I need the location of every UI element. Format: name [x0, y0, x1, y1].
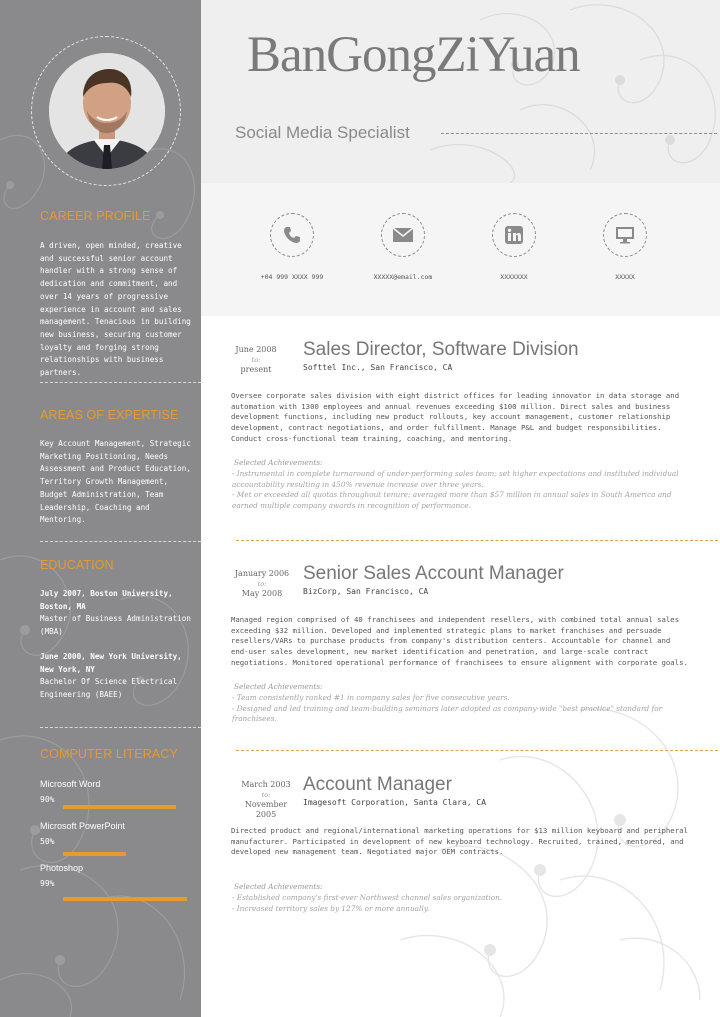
- education-degree: Master of Business Administration (MBA): [40, 614, 191, 637]
- achievement-item: - Met or exceeded all quotas throughout tenure; averaged more than $57 million in annual sales in South America and earned multiple company awards in recognition of performance.: [232, 490, 672, 511]
- contact-text: XXXXX@email.com: [373, 273, 433, 281]
- expertise-text: Key Account Management, Strategic Marketing Positioning, Needs Assessment and Product Education, Territory Growth Management, Budget Administration, Team Leadership, Coaching and Mentoring.: [40, 439, 191, 525]
- contact-text: +04 999 XXXX 999: [260, 273, 324, 281]
- achievements-list: [232, 469, 694, 512]
- job-title: Social Media Specialist: [235, 123, 410, 142]
- experience-company: Imagesoft Corporation, Santa Clara, CA: [303, 798, 487, 807]
- experience-title: Sales Director, Software Division: [303, 339, 579, 360]
- expertise-heading: AREAS OF EXPERTISE: [40, 408, 179, 422]
- date-to-label: to:: [251, 356, 261, 364]
- career-profile-heading: CAREER PROFILE: [40, 209, 151, 223]
- computer-icon: [603, 213, 647, 257]
- floral-swirl-decoration: [380, 700, 720, 1017]
- divider: [40, 727, 201, 728]
- achievements-label: Selected Achievements:: [234, 882, 323, 891]
- education-heading: EDUCATION: [40, 558, 114, 572]
- experience-company: BizCorp, San Francisco, CA: [303, 587, 429, 596]
- contact-text: XXXXXXX: [500, 273, 528, 281]
- skill-name: Microsoft Word: [40, 779, 101, 789]
- contact-linkedin[interactable]: [464, 213, 564, 281]
- experience-description: Directed product and regional/international marketing operations for $13 million keyboard and peripheral manufacturer. Participated in development of new keyboard technology. Recruited, trained, mentored, and developed new management team. Negotiated major OEM contracts.: [231, 826, 688, 857]
- education-title: July 2007, Boston University, Boston, MA: [40, 589, 173, 611]
- achievements-label: Selected Achievements:: [234, 458, 323, 467]
- achievement-item: - Designed and led training and team-building seminars later adopted as company-wide "best practice" standard for franchisees.: [232, 703, 663, 724]
- experience-dates: [236, 780, 296, 820]
- experience-title: Senior Sales Account Manager: [303, 563, 564, 584]
- experience-dates: [226, 345, 286, 375]
- phone-icon: [270, 213, 314, 257]
- achievements-label: Selected Achievements:: [234, 682, 323, 691]
- education-item: [40, 588, 192, 639]
- education-title: June 2000, New York University, New York, NY: [40, 652, 182, 674]
- career-profile-text: A driven, open minded, creative and successful senior account handler with a strong sense of dedication and commitment, and over 14 years of progressive experience in account and sales management. Tenacious in building new business, securing customer loyalty and forging strong relationships with business partners.: [40, 241, 191, 378]
- contact-email[interactable]: [353, 213, 453, 281]
- linkedin-icon: [492, 213, 536, 257]
- achievement-item: - Instrumental in complete turnaround of under-performing sales team; set higher expectations and instituted individual accountability resulting in 450% revenue increase over three years.: [232, 469, 679, 489]
- achievements-list: [232, 893, 694, 914]
- profile-photo: [49, 53, 165, 169]
- experience-description: Managed region comprised of 40 franchisees and independent resellers, with combined total annual sales exceeding $32 million. Developed and implemented strategic plans to market franchises and persuade resellers/VARs to purchase products from company's distribution centers. Accountable for channel and end-user sales development, new market identification and penetration, and large-scale contract negotiations. Monitored operational performance of franchisees to ensure alignment with corporate goals.: [231, 615, 688, 667]
- date-from: June 2008: [235, 345, 277, 354]
- contact-website[interactable]: [575, 213, 675, 281]
- contact-bar: [201, 183, 720, 316]
- skill-name: Photoshop: [40, 863, 84, 873]
- skill-percent: 50%: [40, 837, 55, 846]
- computer-literacy-heading: COMPUTER LITERACY: [40, 747, 178, 761]
- date-to: present: [240, 365, 272, 374]
- skill-percent: 99%: [40, 879, 55, 888]
- skill-name: Microsoft PowerPoint: [40, 821, 126, 831]
- divider: [40, 382, 201, 383]
- date-to-label: to:: [257, 580, 267, 588]
- divider: [40, 541, 201, 542]
- achievement-item: - Team consistently ranked #1 in company sales for five consecutive years.: [232, 693, 510, 702]
- date-to-label: to:: [261, 791, 271, 799]
- education-degree: Bachelor Of Science Electrical Engineering (BAEE): [40, 677, 178, 700]
- experience-title: Account Manager: [303, 774, 452, 795]
- date-to: November 2005: [244, 800, 288, 819]
- skill-bar: [63, 897, 187, 901]
- contact-phone[interactable]: [242, 213, 342, 281]
- experience-dates: [232, 569, 292, 599]
- experience-company: Softtel Inc., San Francisco, CA: [303, 363, 453, 372]
- email-icon: [381, 213, 425, 257]
- skill-bar: [63, 805, 176, 809]
- title-divider: [441, 133, 717, 134]
- skill-percent: 90%: [40, 795, 55, 804]
- date-from: January 2006: [234, 569, 290, 578]
- date-from: March 2003: [241, 780, 291, 789]
- section-divider: [236, 750, 718, 751]
- achievement-item: - Established company's first-ever Northwest channel sales organization.: [232, 893, 503, 902]
- achievements-list: [232, 693, 694, 725]
- skill-bar: [63, 852, 126, 856]
- education-item: [40, 651, 192, 702]
- achievement-item: - Increased territory sales by 127% or more annually.: [232, 903, 430, 913]
- section-divider: [236, 540, 718, 541]
- sidebar: [0, 0, 201, 1017]
- header: [201, 0, 720, 183]
- contact-text: XXXXX: [615, 273, 635, 281]
- candidate-name: BanGongZiYuan: [247, 27, 580, 83]
- experience-description: Oversee corporate sales division with eight district offices for leading innovator in data storage and automation with 1300 employees and annual revenues exceeding $100 million. Direct sales and business development functions, including new product rollouts, key account management, customer relationship development, contract negotiations, and order fulfillment. Manage P&L and budget responsibilities. Conduct cross-functional team training, coaching, and mentoring.: [231, 391, 680, 443]
- date-to: May 2008: [241, 589, 283, 598]
